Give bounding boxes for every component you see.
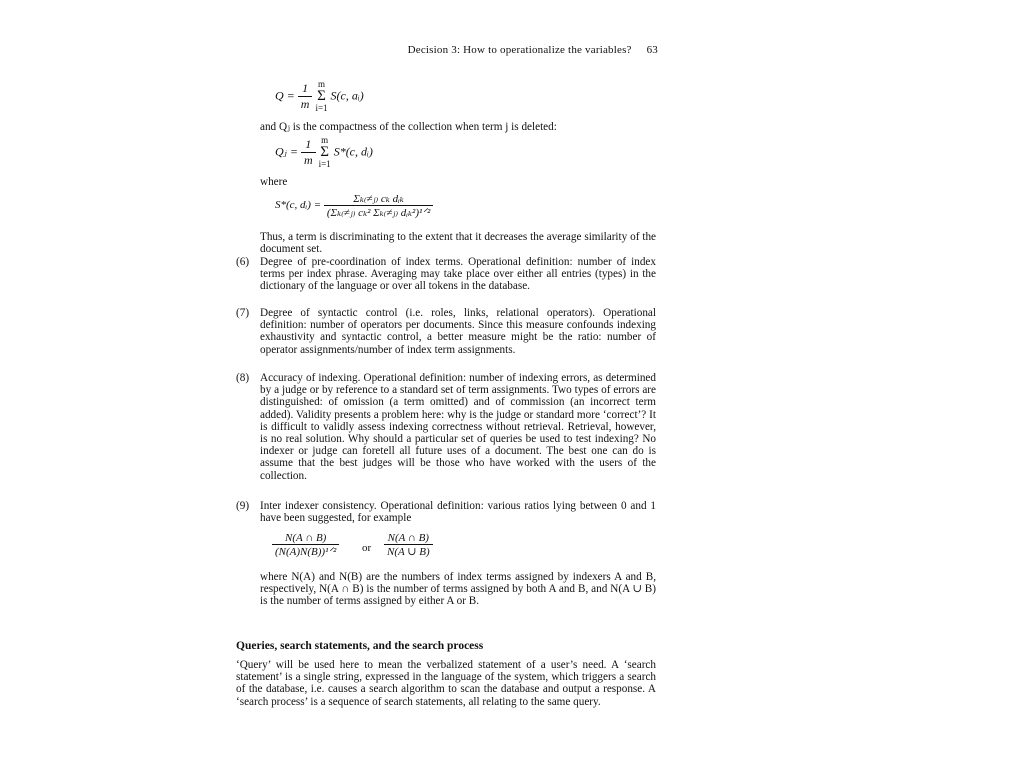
text-after-formula: where N(A) and N(B) are the numbers of index terms assigned by indexers A and B, respectively, N(A ∩ B) is the number of terms assigned by both A and B, and N(A ∪ B) is the number of terms assigned by either A or B. bbox=[260, 571, 656, 608]
formula-s-fraction bbox=[324, 192, 433, 219]
formula-qj-denominator: m bbox=[303, 153, 313, 167]
text-thus: Thus, a term is discriminating to the extent that it decreases the average similarity of the document set. bbox=[260, 231, 656, 256]
list-item-number: (8) bbox=[236, 372, 250, 384]
formula-s-denominator: (Σₖ₍≠ⱼ₎ cₖ² Σₖ₍≠ⱼ₎ dᵢₖ²)¹ᐟ² bbox=[326, 207, 431, 219]
list-item-7 bbox=[236, 307, 656, 356]
text-where: where bbox=[260, 176, 288, 188]
formula-q-body: S(c, aᵢ) bbox=[330, 88, 364, 103]
page-number: 63 bbox=[646, 44, 658, 56]
formula-consistency-1-fraction bbox=[272, 532, 339, 558]
running-header bbox=[408, 44, 658, 56]
formula-q-sum: m Σ i=1 bbox=[315, 79, 328, 113]
formula-qj-sum-top: m bbox=[321, 135, 329, 145]
list-item-text: Accuracy of indexing. Operational definition: number of indexing errors, as determined by a judge or by reference to a standard set of term assignments. Two types of errors are distinguished: of omission (a term omitted) and of commission (an incorrect term added). Validity presents a problem here: why is the judge or standard more ‘correct’? It is difficult to validly assess indexing correctness without retrieval. Retrieval, however, is no real solution. Why should a particular set of queries be used to test indexing? No indexer or judge can foretell all future uses of a document. The best one can do is assume that the best judges will be those who have worked with the users of the collection. bbox=[260, 372, 656, 482]
formula-s-star bbox=[275, 192, 433, 219]
formula-qj-lhs: Qⱼ = bbox=[275, 144, 298, 159]
list-item-number: (9) bbox=[236, 500, 250, 512]
formula-q-fraction bbox=[298, 81, 313, 112]
list-item-8 bbox=[236, 372, 656, 482]
formula-qj-sum: m Σ i=1 bbox=[318, 135, 331, 169]
formula-q-sum-bottom: i=1 bbox=[315, 103, 328, 113]
running-title: Decision 3: How to operationalize the variables? bbox=[407, 44, 632, 56]
formula-qj-sum-bottom: i=1 bbox=[318, 159, 331, 169]
formula-consistency-2-denominator: N(A ∪ B) bbox=[387, 546, 430, 558]
list-item-text: Degree of syntactic control (i.e. roles, links, relational operators). Operational definition: number of operators per documents. Since this measure confounds indexing exhaustivity and syntactic control, a better measure might be the ratio: number of operator assignments/number of index term assignments. bbox=[260, 307, 656, 356]
list-item-text: Degree of pre-coordination of index terms. Operational definition: number of index terms per index phrase. Averaging may take place over either all entries (types) in the dictionary of the language or over all tokens in the database. bbox=[260, 256, 656, 293]
formula-consistency-2-fraction bbox=[384, 532, 433, 558]
text-and-qj: and Qⱼ is the compactness of the collection when term j is deleted: bbox=[260, 121, 557, 133]
list-item-number: (6) bbox=[236, 256, 250, 268]
formula-consistency-1 bbox=[272, 532, 339, 558]
formula-q bbox=[275, 80, 364, 113]
formula-consistency-1-numerator: N(A ∩ B) bbox=[272, 532, 339, 545]
formula-q-numerator: 1 bbox=[298, 81, 313, 97]
formula-consistency-2 bbox=[384, 532, 433, 558]
list-item-number: (7) bbox=[236, 307, 250, 319]
section-paragraph: ‘Query’ will be used here to mean the verbalized statement of a user’s need. A ‘search statement’ is a single string, expressed in the language of the system, which triggers a search of the database, i.e. causes a search algorithm to scan the database and output a response. A ‘search process’ is a sequence of search statements, all relating to the same query. bbox=[236, 659, 656, 708]
formula-qj-fraction bbox=[301, 137, 316, 168]
formula-qj bbox=[275, 136, 373, 169]
list-item-9 bbox=[236, 500, 656, 524]
section-heading: Queries, search statements, and the search process bbox=[236, 640, 484, 652]
formula-qj-numerator: 1 bbox=[301, 137, 316, 153]
formula-qj-body: S*(c, dᵢ) bbox=[333, 144, 373, 159]
formula-consistency-2-numerator: N(A ∩ B) bbox=[384, 532, 433, 545]
formula-q-sum-top: m bbox=[317, 79, 325, 89]
list-item-6 bbox=[236, 256, 656, 293]
formula-or: or bbox=[362, 542, 372, 554]
formula-s-numerator: Σₖ₍≠ⱼ₎ cₖ dᵢₖ bbox=[324, 192, 433, 206]
formula-s-lhs: S*(c, dᵢ) = bbox=[275, 199, 322, 212]
formula-q-denominator: m bbox=[300, 97, 310, 111]
list-item-text: Inter indexer consistency. Operational definition: various ratios lying between 0 and 1 have been suggested, for example bbox=[260, 500, 656, 525]
formula-q-lhs: Q = bbox=[275, 88, 295, 103]
formula-consistency-1-denominator: (N(A)N(B))¹ᐟ² bbox=[275, 546, 337, 558]
